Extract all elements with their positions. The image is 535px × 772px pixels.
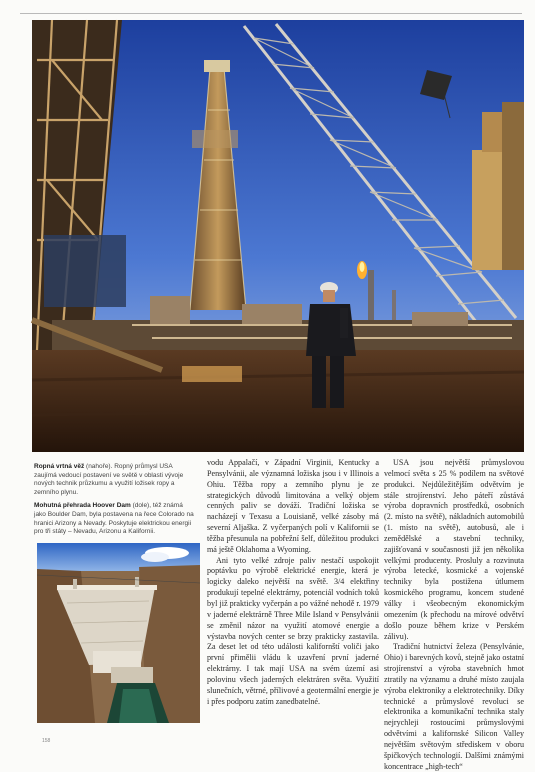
paragraph: Tradiční hutnictví železa (Pensylvánie, Ohio) i barevných kovů, stejně jako ostatní strojírenství a výroba stavebních hmot ztratily na významu a druhé místo zaujala výroba elektroniky a elektrotechniky. Díky technické a průmyslové revoluci se elektronika a komunikační technika staly nejrychleji rostoucími průmyslovými odvětvími a kalifornské Silicon Valley největším světovým střediskem v oboru špičkových technologií. Dalšími známými koncentrace „high-tech“ <box>384 642 524 771</box>
caption-dam-text: (dole), též známá jako Boulder Dam, byla postavena na řece Colorado na hranici Arizony a Nevady. Poskytuje elektrickou energii pro tři státy – Nevadu, Arizonu a Kalifornii. <box>34 502 194 536</box>
caption-rig <box>34 463 196 497</box>
oil-rig-photo <box>32 20 524 452</box>
text-column-right <box>384 458 524 771</box>
paragraph: Ani tyto velké zdroje paliv nestačí uspokojit poptávku po výrobě elektrické energie, která je logicky daleko největší na světě. 3/4 elektřiny produkují tepelné elektrárny, potenciál vodních toků byl již prakticky vyčerpán a po vážné nehodě r. 1979 v jaderné elektrárně Three Mile Island v Pensylvánii se změnil názor na využití atomové energie a výstavba nových center se brzy prakticky zastavila. Za deset let od této události kalifornští voliči jako první přimělii vládu k uzavření první jaderné elektrárny. I tak mají USA na svém území asi polovinu všech jaderných elektráren světa. Využití slunečních, větrné, přílivové a geotermální energie je i přes podporu zatím zanedbatelné. <box>207 555 379 706</box>
paragraph: vodu Appalačí, v Západní Virginii, Kentucky a Pensylvánii, ale významná ložiska jsou i v Illinois a Ohiu. Těžba ropy a zemního plynu je ze strategických důvodů limitována a velký objem cenných paliv se dováží. Tradiční ložiska se nacházejí v Texasu a Louisianě, velké zásoby má severní Aljaška. Z vyčerpaných polí v Kalifornii se těžba přesunula na pobřežní šelf, důležitou produkci má ještě Oklahoma a Wyoming. <box>207 458 379 554</box>
oil-rig-illustration <box>32 20 524 452</box>
hoover-dam-illustration <box>37 543 200 723</box>
caption-rig-text: (nahoře). Ropný průmysl USA zaujímá vedoucí postavení ve světě v oblasti vývoje nových technik průzkumu a využití ložisek ropy a zemního plynu. <box>34 463 184 496</box>
hoover-dam-photo <box>37 543 200 723</box>
caption-column <box>34 463 196 542</box>
text-column-middle <box>207 458 379 723</box>
caption-dam-title: Mohutná přehrada Hoover Dam <box>34 502 131 510</box>
caption-dam <box>34 502 196 536</box>
paragraph: USA jsou největší průmyslovou velmocí světa s 25 % podílem na světové produkci. Nejdůležitějším odvětvím je stále strojírenství. Jeho páteří zůstává výroba dopravních prostředků, osobních (2. místo na světě), nákladních automobilů (1. místo na světě), autobusů, ale i zemědělské a stavební techniky, zajišťovaná v současnosti již jen několika velkými producenty. Prosluly a rozvinuta výroba letecké, kosmické a vojenské techniky byla postižena útlumem kosmického programu, koncem studené války i všeobecným ekonomickým omezením (k přechodu na mírové odvětví došlo pouze během krize v Perském zálivu). <box>384 458 524 641</box>
top-rule <box>20 13 522 14</box>
page-number: 158 <box>42 738 51 744</box>
caption-rig-title: Ropná vrtná věž <box>34 463 85 470</box>
